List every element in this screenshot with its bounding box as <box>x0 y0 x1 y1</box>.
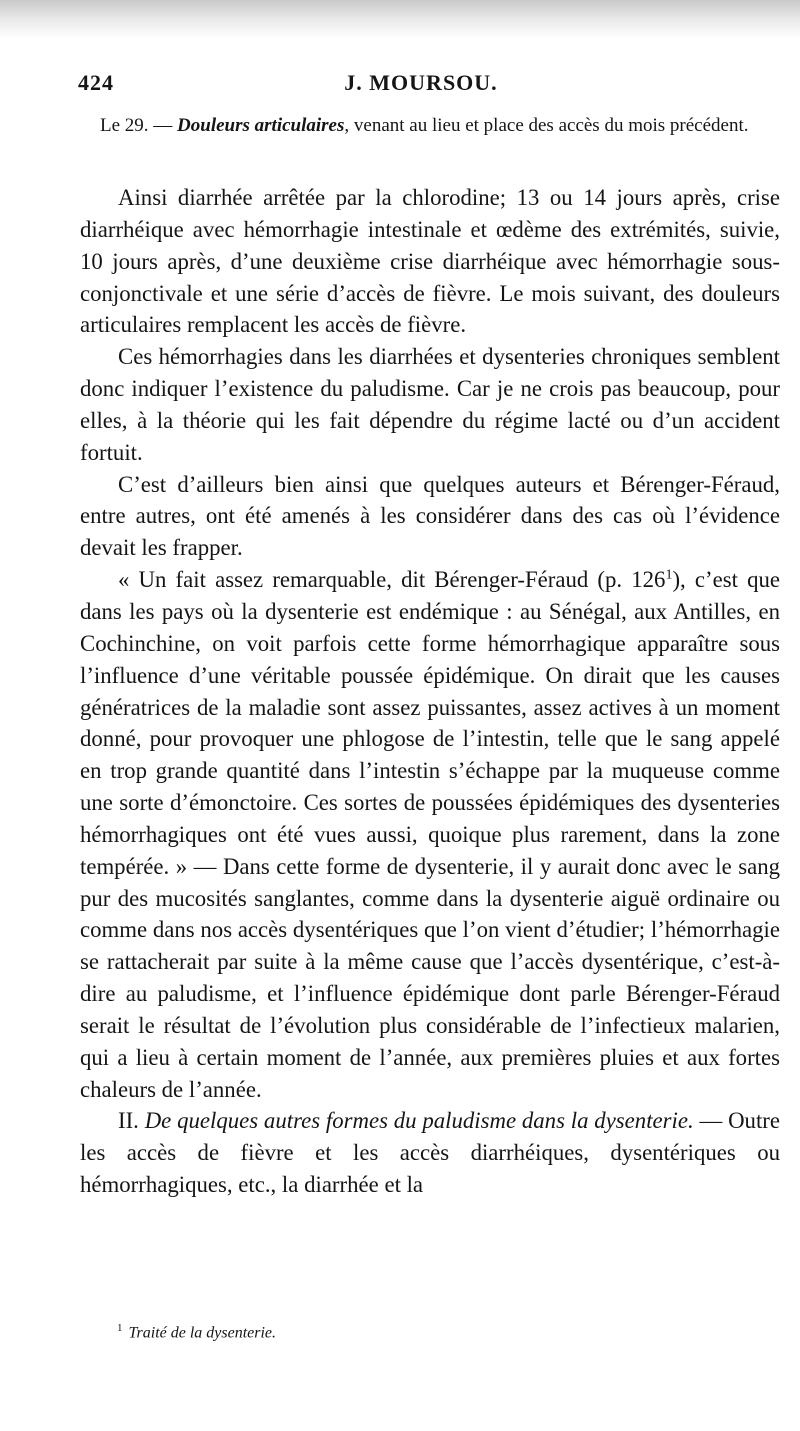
note-title: Douleurs articulaires <box>177 115 345 136</box>
paragraph-4 <box>80 564 780 1105</box>
footnote <box>117 1322 276 1342</box>
quote-start: « Un fait assez remarquable, dit Bérenger-Féraud (p. 126 <box>118 567 666 593</box>
note-date: Le 29. <box>100 115 149 136</box>
quote-continuation: ), c’est que dans les pays où la dysenterie est endémique : au Sénégal, aux Antilles, en Cochinchine, on voit parfois cette forme hémorrhagique apparaître sous l’influence d’une véritable poussée épidémique. On dirait que les causes génératrices de la maladie sont assez puissantes, assez actives à un moment donné, pour provoquer une phlogose de l’intestin, telle que le sang appelé en trop grande quantité dans l’intestin s’échappe par la muqueuse comme une sorte d’émonctoire. Ces sortes de poussées épidémiques des dysenteries hémorrhagiques ont été vues aussi, quoique plus rarement, dans la zone tempérée. » — Dans cette forme de dysenterie, il y aurait donc avec le sang pur des mucosités sanglantes, comme dans la dysenterie aiguë ordinaire ou comme dans nos accès dysentériques que l’on vient d’étudier; l’hémorrhagie se rattacherait par suite à la même cause que l’accès dysentérique, c’est-à-dire au paludisme, et l’influence épidémique dont parle Bérenger-Féraud serait le résultat de l’évolution plus considérable de l’infectieux malarien, qui a lieu à certain moment de l’année, aux premières pluies et aux fortes chaleurs de l’année. <box>80 567 780 1102</box>
daily-note <box>80 112 780 140</box>
note-text: , venant au lieu et place des accès du mois précédent. <box>344 115 749 136</box>
section-text: — Outre les accès de fièvre et les accès diarrhéiques, dysentériques ou hémorrhagiques, etc., la diarrhée et la <box>80 1108 780 1198</box>
page-number: 424 <box>78 70 114 95</box>
running-title-author: J. MOURSOU. <box>344 70 498 95</box>
footnote-marker: 1 <box>117 1322 123 1334</box>
note-dash: — <box>148 115 178 136</box>
scan-edge-shadow <box>0 0 800 38</box>
footnote-text: Traité de la dysenterie. <box>128 1324 277 1342</box>
paragraph-5 <box>80 1105 780 1201</box>
footnote-reference: 1 <box>665 567 673 583</box>
section-title: De quelques autres formes du paludisme dans la dysenterie. <box>144 1108 694 1134</box>
daily-note-paragraph <box>80 112 780 140</box>
section-number: II. <box>118 1108 139 1134</box>
paragraph-2: Ces hémorrhagies dans les diarrhées et dysenteries chroniques semblent donc indiquer l’existence du paludisme. Car je ne crois pas beaucoup, pour elles, à la théorie qui les fait dépendre du régime lacté ou d’un accident fortuit. <box>80 344 780 465</box>
running-header <box>78 70 764 104</box>
main-text <box>80 182 780 1201</box>
paragraph-1: Ainsi diarrhée arrêtée par la chlorodine; 13 ou 14 jours après, crise diarrhéique avec hémorrhagie intestinale et œdème des extrémités, suivie, 10 jours après, d’une deuxième crise diarrhéique avec hémorrhagie sous-conjonctivale et une série d’accès de fièvre. Le mois suivant, des douleurs articulaires remplacent les accès de fièvre. <box>80 185 780 338</box>
paragraph-3: C’est d’ailleurs bien ainsi que quelques auteurs et Bérenger-Féraud, entre autres, ont été amenés à les considérer dans des cas où l’évidence devait les frapper. <box>80 471 780 561</box>
